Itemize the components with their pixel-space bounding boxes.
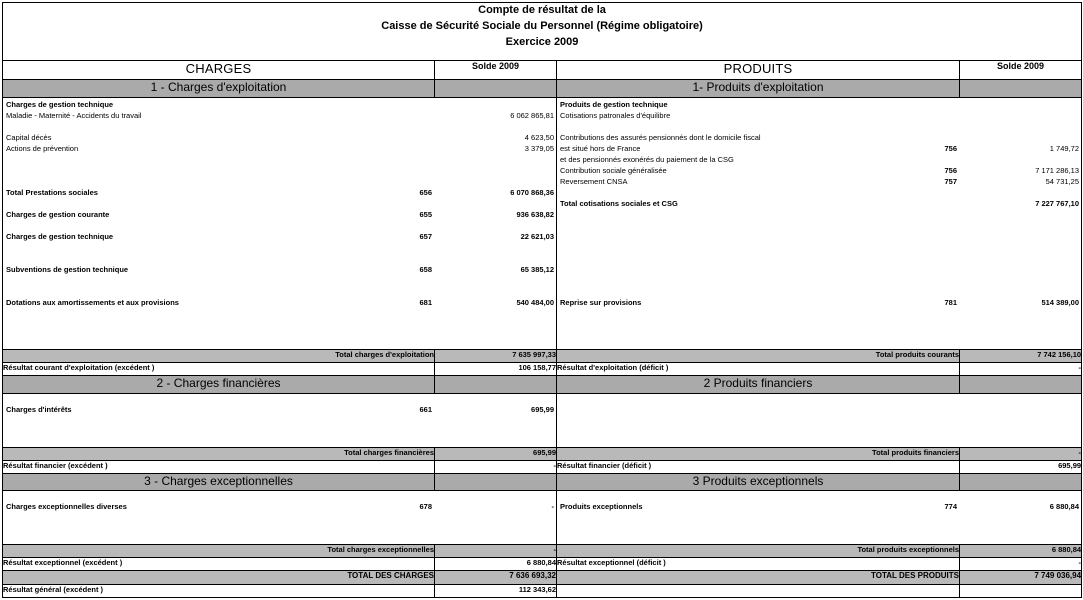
- table-row: [3, 122, 557, 133]
- row-amount: 514 389,00: [1041, 297, 1079, 307]
- row-amount: [960, 111, 1082, 122]
- table-row: [557, 122, 1082, 133]
- header-produits: PRODUITS: [557, 61, 960, 80]
- table-row: [3, 133, 557, 144]
- section-3-banner: [3, 473, 1082, 491]
- table-row: [3, 111, 557, 122]
- table-row: [3, 502, 557, 513]
- section-2-produits-spacer: [960, 376, 1082, 394]
- row-label: [3, 276, 375, 287]
- row-label: [3, 524, 375, 535]
- row-label: [3, 177, 375, 188]
- row-account-code: [900, 210, 960, 221]
- row-account-code: [900, 491, 960, 502]
- row-account-code: [900, 276, 960, 287]
- row-amount: 6 880,84: [1049, 502, 1079, 512]
- total-produits-exceptionnels-amount: 6 880,84: [960, 545, 1082, 558]
- table-row: [3, 188, 557, 199]
- row-account-code: 781: [944, 297, 957, 307]
- row-amount: [960, 491, 1082, 502]
- total-produits-financiers-amount: -: [960, 447, 1082, 460]
- row-label: Charges d'intérêts: [6, 405, 72, 415]
- resultat-courant-exploitation-label: Résultat courant d'exploitation (excédent ): [3, 363, 435, 376]
- total-produits-exceptionnels-label: Total produits exceptionnels: [557, 545, 960, 558]
- grand-result-spacer-left: [557, 585, 960, 598]
- row-account-code: [375, 287, 435, 298]
- row-account-code: [900, 111, 960, 122]
- produits-group-title: Produits de gestion technique: [560, 99, 668, 109]
- row-label: [3, 427, 375, 438]
- row-amount: [960, 394, 1082, 405]
- row-amount: [960, 254, 1082, 265]
- row-account-code: [375, 177, 435, 188]
- table-row: [557, 243, 1082, 254]
- total-produits-label: TOTAL DES PRODUITS: [557, 571, 960, 585]
- row-account-code: [900, 427, 960, 438]
- row-label: Subventions de gestion technique: [6, 264, 129, 274]
- table-row: [557, 416, 1082, 427]
- row-amount: 65 385,12: [520, 264, 554, 274]
- row-label: [557, 243, 900, 254]
- resultat-exceptionnel-excedent-label: Résultat exceptionnel (excédent ): [3, 558, 435, 571]
- table-row: [3, 166, 557, 177]
- column-header-row: [3, 61, 1082, 80]
- resultat-exceptionnel-deficit-label: Résultat exceptionnel (déficit ): [557, 558, 960, 571]
- row-amount: [960, 188, 1082, 199]
- row-label: [557, 254, 900, 265]
- resultat-financier-excedent-label: Résultat financier (excédent ): [3, 460, 435, 473]
- row-label: [557, 394, 900, 405]
- total-produits-courants-label: Total produits courants: [557, 350, 960, 363]
- table-row: [557, 265, 1082, 276]
- resultat-general-label: Résultat général (excédent ): [3, 585, 435, 598]
- row-account-code: [375, 524, 435, 535]
- row-account-code: [375, 221, 435, 232]
- table-row: [3, 243, 557, 254]
- row-account-code: [375, 254, 435, 265]
- charges-exceptionnelles-block: [3, 491, 557, 535]
- row-label: [557, 232, 900, 243]
- section-1-produits-spacer: [960, 80, 1082, 98]
- produits-exceptionnels-rows: [557, 491, 1082, 535]
- header-charges: CHARGES: [3, 61, 435, 80]
- table-row: [557, 276, 1082, 287]
- title-row: [3, 3, 1082, 61]
- row-account-code: [900, 188, 960, 199]
- row-label: [3, 287, 375, 298]
- row-account-code: 757: [944, 176, 957, 186]
- section-3-produits-body: [557, 491, 1082, 545]
- resultat-exceptionnel-excedent-amount: 6 880,84: [435, 558, 557, 571]
- table-row: [557, 513, 1082, 524]
- section-2-produits-body: [557, 394, 1082, 448]
- table-row: [3, 144, 557, 155]
- row-amount: [960, 221, 1082, 232]
- table-row: [557, 111, 1082, 122]
- row-amount: [435, 155, 557, 166]
- table-row: [3, 199, 557, 210]
- row-amount: [435, 491, 557, 502]
- row-account-code: [375, 416, 435, 427]
- row-account-code: [900, 405, 960, 416]
- section-2-banner: [3, 376, 1082, 394]
- section-1-total-row: [3, 350, 1082, 363]
- grand-total-row: [3, 571, 1082, 585]
- table-row: [557, 524, 1082, 535]
- section-1-produits-title: 1- Produits d'exploitation: [557, 80, 960, 98]
- section-1-charges-title: 1 - Charges d'exploitation: [3, 80, 435, 98]
- row-account-code: [900, 416, 960, 427]
- income-statement-table: [2, 2, 1082, 598]
- row-account-code: 661: [419, 405, 432, 415]
- row-account-code: [375, 133, 435, 144]
- row-account-code: [900, 254, 960, 265]
- row-amount: [960, 405, 1082, 416]
- row-label: [3, 166, 375, 177]
- section-1-body: [3, 97, 1082, 349]
- row-label: [3, 254, 375, 265]
- header-solde-left: Solde 2009: [435, 61, 557, 80]
- row-label: [557, 416, 900, 427]
- charges-financieres-block: [3, 394, 557, 438]
- table-row: [3, 221, 557, 232]
- section-3-charges-title: 3 - Charges exceptionnelles: [3, 473, 435, 491]
- table-row: [557, 491, 1082, 502]
- charges-exploitation-block: [3, 100, 557, 309]
- row-amount: [435, 427, 557, 438]
- table-row: [3, 298, 557, 309]
- row-amount: [960, 524, 1082, 535]
- row-amount: [960, 133, 1082, 144]
- row-account-code: [375, 111, 435, 122]
- table-row: [3, 394, 557, 405]
- row-account-code: [375, 243, 435, 254]
- row-amount: [435, 287, 557, 298]
- row-account-code: 774: [944, 502, 957, 512]
- row-amount: [435, 122, 557, 133]
- row-label: [557, 276, 900, 287]
- resultat-financier-deficit-label: Résultat financier (déficit ): [557, 460, 960, 473]
- table-row: [3, 276, 557, 287]
- section-2-charges-title: 2 - Charges financières: [3, 376, 435, 394]
- total-charges-label: TOTAL DES CHARGES: [3, 571, 435, 585]
- resultat-general-amount: 112 343,62: [435, 585, 557, 598]
- section-2-result-row: [3, 460, 1082, 473]
- table-row: [3, 177, 557, 188]
- row-amount: [435, 177, 557, 188]
- row-amount: [960, 416, 1082, 427]
- resultat-financier-deficit-amount: 695,99: [960, 460, 1082, 473]
- table-row: [557, 427, 1082, 438]
- row-amount: [960, 243, 1082, 254]
- row-account-code: [375, 394, 435, 405]
- produits-exploitation-rows: [557, 111, 1082, 309]
- table-row: [557, 133, 1082, 144]
- row-amount: 4 623,50: [524, 132, 554, 142]
- section-1-banner: [3, 80, 1082, 98]
- table-row: [557, 166, 1082, 177]
- row-amount: 54 731,25: [1045, 176, 1079, 186]
- header-solde-right: Solde 2009: [960, 61, 1082, 80]
- table-row: [557, 405, 1082, 416]
- section-3-total-row: [3, 545, 1082, 558]
- group-title-row: [557, 100, 1082, 111]
- section-3-produits-spacer: [960, 473, 1082, 491]
- row-label: [3, 221, 375, 232]
- row-label: [3, 491, 375, 502]
- row-label: [557, 265, 900, 276]
- row-account-code: 657: [419, 231, 432, 241]
- row-account-code: [900, 221, 960, 232]
- table-row: [557, 199, 1082, 210]
- table-row: [557, 144, 1082, 155]
- row-label: est situé hors de France: [560, 143, 641, 153]
- row-account-code: 756: [944, 143, 957, 153]
- row-amount: [960, 232, 1082, 243]
- table-row: [3, 287, 557, 298]
- row-amount: [435, 394, 557, 405]
- table-row: [557, 188, 1082, 199]
- row-amount: [960, 210, 1082, 221]
- section-3-charges-body: [3, 491, 557, 545]
- table-row: [3, 416, 557, 427]
- row-amount: [960, 155, 1082, 166]
- row-amount: [960, 122, 1082, 133]
- row-account-code: [900, 394, 960, 405]
- table-row: [557, 394, 1082, 405]
- table-row: [3, 254, 557, 265]
- row-amount: 7 227 767,10: [1035, 198, 1079, 208]
- row-account-code: [375, 144, 435, 155]
- row-account-code: [900, 122, 960, 133]
- title-line-1: Compte de résultat de la: [478, 4, 606, 16]
- row-amount: 695,99: [531, 405, 554, 415]
- row-account-code: [900, 513, 960, 524]
- table-row: [3, 210, 557, 221]
- table-row: [557, 210, 1082, 221]
- charges-exceptionnelles-rows: [3, 491, 557, 535]
- row-account-code: [375, 166, 435, 177]
- row-account-code: [375, 155, 435, 166]
- section-3-body: [3, 491, 1082, 545]
- row-amount: [435, 243, 557, 254]
- table-row: [3, 405, 557, 416]
- section-2-charges-body: [3, 394, 557, 448]
- row-amount: [435, 513, 557, 524]
- row-label: [3, 513, 375, 524]
- row-amount: [435, 166, 557, 177]
- row-label: [3, 243, 375, 254]
- row-account-code: [375, 199, 435, 210]
- total-charges-exploitation-label: Total charges d'exploitation: [3, 350, 435, 363]
- row-amount: [960, 287, 1082, 298]
- row-label: Charges exceptionnelles diverses: [6, 502, 127, 512]
- table-row: [3, 232, 557, 243]
- row-label: [3, 394, 375, 405]
- charges-exploitation-rows: [3, 111, 557, 309]
- row-label: Maladie - Maternité - Accidents du travail: [6, 110, 142, 120]
- row-amount: 22 621,03: [520, 231, 554, 241]
- resultat-courant-exploitation-amount: 106 158,77: [435, 363, 557, 376]
- row-account-code: [375, 513, 435, 524]
- row-amount: [435, 524, 557, 535]
- total-produits-courants-amount: 7 742 156,10: [960, 350, 1082, 363]
- table-row: [557, 155, 1082, 166]
- table-row: [557, 287, 1082, 298]
- group-title-row: [3, 100, 557, 111]
- row-account-code: [900, 287, 960, 298]
- row-label: Dotations aux amortissements et aux provisions: [6, 297, 179, 307]
- total-charges-amount: 7 636 693,32: [435, 571, 557, 585]
- table-row: [557, 254, 1082, 265]
- row-amount: [435, 221, 557, 232]
- row-amount: [960, 513, 1082, 524]
- resultat-exploitation-deficit-label: Résultat d'exploitation (déficit ): [557, 363, 960, 376]
- section-3-produits-title: 3 Produits exceptionnels: [557, 473, 960, 491]
- resultat-financier-excedent-amount: -: [435, 460, 557, 473]
- row-label: Charges de gestion technique: [6, 231, 114, 241]
- row-label: Contribution sociale généralisée: [560, 165, 667, 175]
- row-amount: 3 379,05: [524, 143, 554, 153]
- row-label: [3, 122, 375, 133]
- row-label: [557, 524, 900, 535]
- row-amount: 6 062 865,81: [510, 110, 554, 120]
- row-label: Total Prestations sociales: [6, 187, 98, 197]
- total-charges-exploitation-amount: 7 635 997,33: [435, 350, 557, 363]
- row-amount: [435, 254, 557, 265]
- row-amount: [960, 265, 1082, 276]
- table-row: [557, 502, 1082, 513]
- row-account-code: 656: [419, 187, 432, 197]
- row-label: Reversement CNSA: [560, 176, 628, 186]
- produits-exceptionnels-block: [557, 491, 1082, 535]
- table-row: [3, 427, 557, 438]
- row-label: [557, 427, 900, 438]
- row-account-code: [375, 427, 435, 438]
- row-amount: -: [551, 502, 554, 512]
- row-account-code: [900, 199, 960, 210]
- total-charges-financieres-label: Total charges financières: [3, 447, 435, 460]
- charges-group-title: Charges de gestion technique: [6, 99, 114, 109]
- row-label: Cotisations patronales d'équilibre: [560, 110, 671, 120]
- row-account-code: [900, 243, 960, 254]
- row-account-code: [900, 265, 960, 276]
- table-row: [3, 513, 557, 524]
- grand-result-row: [3, 585, 1082, 598]
- row-account-code: 678: [419, 502, 432, 512]
- row-label: Reprise sur provisions: [560, 297, 642, 307]
- table-row: [557, 221, 1082, 232]
- row-account-code: 681: [419, 297, 432, 307]
- row-amount: 936 638,82: [516, 209, 554, 219]
- row-label: Produits exceptionnels: [560, 502, 643, 512]
- row-label: [557, 210, 900, 221]
- title-line-2: Caisse de Sécurité Sociale du Personnel (Régime obligatoire): [381, 19, 703, 32]
- table-row: [557, 298, 1082, 309]
- row-label: Capital décès: [6, 132, 52, 142]
- row-amount: 6 070 868,36: [510, 187, 554, 197]
- document-title: [3, 3, 1082, 61]
- row-account-code: [900, 232, 960, 243]
- total-charges-financieres-amount: 695,99: [435, 447, 557, 460]
- table-row: [557, 177, 1082, 188]
- row-label: [557, 491, 900, 502]
- row-account-code: [375, 276, 435, 287]
- row-amount: [960, 276, 1082, 287]
- table-row: [557, 232, 1082, 243]
- row-label: [557, 287, 900, 298]
- row-account-code: [375, 491, 435, 502]
- table-row: [3, 265, 557, 276]
- table-row: [3, 155, 557, 166]
- section-2-charges-spacer: [435, 376, 557, 394]
- row-label: [557, 221, 900, 232]
- row-label: [3, 155, 375, 166]
- row-account-code: [900, 155, 960, 166]
- row-account-code: 655: [419, 209, 432, 219]
- row-label: et des pensionnés exonérés du paiement de la CSG: [560, 154, 734, 164]
- row-amount: [435, 199, 557, 210]
- total-charges-exceptionnelles-label: Total charges exceptionnelles: [3, 545, 435, 558]
- grand-result-spacer-right: [960, 585, 1082, 598]
- produits-exploitation-block: [557, 100, 1082, 309]
- section-3-charges-spacer: [435, 473, 557, 491]
- row-label: [557, 188, 900, 199]
- table-row: [3, 491, 557, 502]
- produits-financiers-block: [557, 394, 1082, 438]
- total-produits-amount: 7 749 036,94: [960, 571, 1082, 585]
- title-line-3: Exercice 2009: [505, 35, 579, 48]
- row-amount: 7 171 286,13: [1035, 165, 1079, 175]
- row-account-code: [900, 524, 960, 535]
- section-2-total-row: [3, 447, 1082, 460]
- row-amount: [960, 427, 1082, 438]
- charges-financieres-rows: [3, 394, 557, 438]
- row-label: Contributions des assurés pensionnés dont le domicile fiscal: [560, 132, 761, 142]
- row-account-code: 658: [419, 264, 432, 274]
- resultat-exceptionnel-deficit-amount: -: [960, 558, 1082, 571]
- section-1-produits-body: [557, 97, 1082, 349]
- row-label: Actions de prévention: [6, 143, 79, 153]
- row-amount: [435, 276, 557, 287]
- total-produits-financiers-label: Total produits financiers: [557, 447, 960, 460]
- row-account-code: 756: [944, 165, 957, 175]
- row-account-code: [375, 122, 435, 133]
- row-account-code: [900, 133, 960, 144]
- section-1-charges-spacer: [435, 80, 557, 98]
- table-row: [3, 524, 557, 535]
- row-label: Charges de gestion courante: [6, 209, 110, 219]
- row-label: Total cotisations sociales et CSG: [560, 198, 678, 208]
- section-1-charges-body: [3, 97, 557, 349]
- row-label: [3, 416, 375, 427]
- section-2-produits-title: 2 Produits financiers: [557, 376, 960, 394]
- resultat-exploitation-deficit-amount: -: [960, 363, 1082, 376]
- row-label: [557, 122, 900, 133]
- row-amount: [435, 416, 557, 427]
- section-3-result-row: [3, 558, 1082, 571]
- produits-financiers-rows: [557, 394, 1082, 438]
- row-amount: 1 749,72: [1049, 143, 1079, 153]
- section-1-result-row: [3, 363, 1082, 376]
- total-charges-exceptionnelles-amount: -: [435, 545, 557, 558]
- row-label: [557, 405, 900, 416]
- row-label: [3, 199, 375, 210]
- section-2-body: [3, 394, 1082, 448]
- row-amount: 540 484,00: [516, 297, 554, 307]
- row-label: [557, 513, 900, 524]
